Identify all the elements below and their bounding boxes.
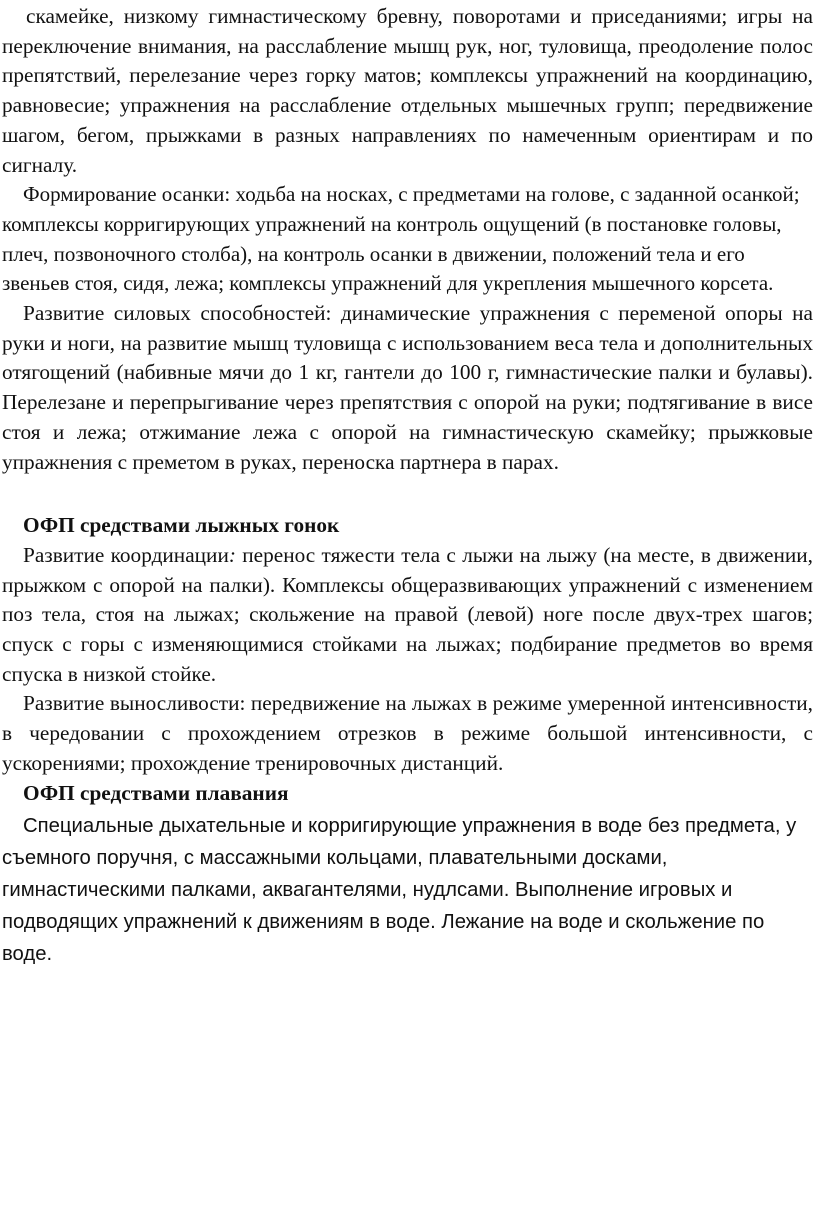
paragraph-coordination — [2, 541, 813, 690]
coordination-colon: : — [228, 542, 236, 567]
coordination-text: перенос тяжести тела с лыжи на лыжу (на месте, в движении, прыжком с опорой на палки). Комплексы общеразвивающих упражнений с изменением поз тела, стоя на лыжах; скольжение на правой (левой) ноге после двух-трех шагов; спуск с горы с изменяющимися стойками на лыжах; подбирание предметов во время спуска в низкой стойке. — [2, 542, 813, 686]
section-heading-ski: ОФП средствами лыжных гонок — [23, 513, 340, 538]
paragraph-continuation: скамейке, низкому гимнастическому бревну, поворотами и приседаниями; игры на переключение внимания, на расслабление мышц рук, ног, туловища, преодоление полос препятствий, перелезание через горку матов; комплексы упражнений на координацию, равновесие; упражнения на расслабление отдельных мышечных групп; передвижение шагом, бегом, прыжками в разных направлениях по намеченным ориентирам и по сигналу. — [2, 4, 813, 177]
paragraph-swimming: Специальные дыхательные и корригирующие упражнения в воде без предмета, у съемного поручня, с массажными кольцами, плавательными досками, гимнастическими палками, аквагантелями, нудлсами. Выполнение игровых и подводящих упражнений к движениям в воде. Лежание на воде и скольжение по воде. — [2, 815, 797, 966]
paragraph-strength: Развитие силовых способностей: динамические упражнения с переменой опоры на руки и ноги, на развитие мышц туловища с использованием веса тела и дополнительных отягощений (набивные мячи до 1 кг, гантели до 100 г, гимнастические палки и булавы). Перелезане и перепрыгивание через препятствия с опорой на руки; подтягивание в висе стоя и лежа; отжимание лежа с опорой на гимнастическую скамейку; прыжковые упражнения с преметом в руках, переноска партнера в парах. — [2, 301, 813, 474]
section-heading-swimming: ОФП средствами плавания — [23, 780, 289, 805]
paragraph-endurance: Развитие выносливости: передвижение на лыжах в режиме умеренной интенсивности, в чередовании с прохождением отрезков в режиме большой интенсивности, с ускорениями; прохождение тренировочных дистанций. — [2, 691, 813, 775]
coordination-lead: Развитие координации — [23, 542, 229, 567]
paragraph-posture: Формирование осанки: ходьба на носках, с предметами на голове, с заданной осанкой; комплексы корригирующих упражнений на контроль ощущений (в постановке головы, плеч, позвоночного столба), на контроль осанки в движении, положений тела и его звеньев стоя, сидя, лежа; комплексы упражнений для укрепления мышечного корсета. — [2, 182, 800, 296]
